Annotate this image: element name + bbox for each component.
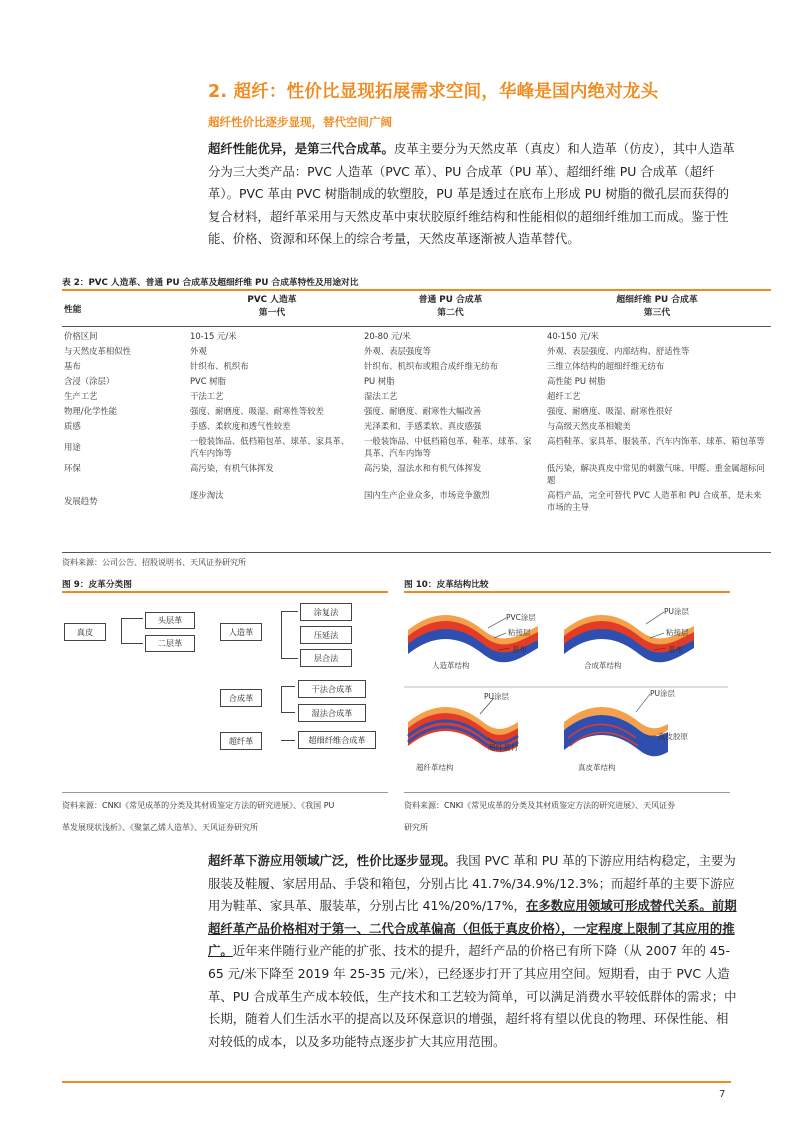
table-cell: 一般装饰品、低档箱包革、球革、家具革、汽车内饰等 — [190, 436, 350, 458]
table-cell: 外观、表层强度等 — [364, 346, 431, 356]
header-pvc-gen: 第一代 — [258, 307, 286, 318]
table-cell: 干法工艺 — [190, 391, 224, 401]
table-cell: 高性能 PU 树脂 — [547, 376, 606, 386]
fig10-bottom-rule — [404, 792, 730, 793]
app-text-2: 近年来伴随行业产能的扩张、技术的提升，超纤产品的价格已有所下降（从 2007 年的 45-65 元/米下降至 2019 年 25-35 元/米），已经逐步打开了其应用空间。短期看，由于 PVC 人造革、PU 合成革生产成本较低，生产技术和工艺较为简单，可以满足消费水平较低群体的需求；中长期，随着人们生活水平的提高以及环保意识的增强，超纤将有望以优良的物理、环保性能、相对较低的成本，以及多功能特点逐步扩大其应用范围。 — [208, 943, 737, 1049]
node-split-leather: 二层革 — [145, 635, 195, 652]
p2-label-0: PU涂层 — [664, 607, 690, 616]
p1-label-0: PVC涂层 — [506, 613, 536, 622]
row-label: 与天然皮革相似性 — [64, 346, 131, 356]
subsection-title: 超纤性价比逐步显现，替代空间广阔 — [208, 115, 392, 129]
fig9-bottom-rule — [62, 792, 388, 793]
brace-synthetic-bottom — [281, 712, 295, 713]
header-microfiber — [541, 294, 771, 327]
table-cell: 国内生产企业众多，市场竞争激烈 — [364, 490, 490, 500]
table-caption: 表 2：PVC 人造革、普通 PU 合成革及超细纤维 PU 合成革特性及用途对比 — [62, 278, 359, 288]
table-cell: 40-150 元/米 — [547, 331, 599, 341]
p2-title: 合成革结构 — [584, 661, 622, 670]
row-label: 价格区间 — [64, 331, 98, 341]
table-cell: 湿法工艺 — [364, 391, 398, 401]
header-pu — [358, 294, 541, 327]
intro-text: 皮革主要分为天然皮革（真皮）和人造革（仿皮），其中人造革分为三大类产品：PVC 人造革（PVC 革）、PU 合成革（PU 革）、超细纤维 PU 合成革（超纤革）。PVC 革由 PVC 树脂制成的软塑胶，PU 革是透过在底布上形成 PU 树脂的微孔层而获得的复合材料，超纤革采用与天然皮革中束状胶原纤维结构和性能相似的超细纤维加工而成。鉴于性能、价格、资源和环保上的综合考量，天然皮革逐渐被人造革替代。 — [208, 141, 735, 247]
brace-artificial-bottom — [281, 658, 298, 659]
table-cell: 光泽柔和、手感柔软、真皮感强 — [364, 421, 482, 431]
fig10-top-rule — [404, 591, 730, 593]
row-label: 物理/化学性能 — [64, 406, 118, 416]
panel-synthetic-leather — [564, 606, 694, 670]
node-coating: 涂复法 — [300, 603, 352, 621]
table-cell: 外观、表层强度、内部结构、舒适性等 — [547, 346, 690, 356]
header-pvc — [184, 294, 358, 327]
p4-label-1: 真皮胶原 — [658, 732, 688, 741]
page-number: 7 — [719, 1089, 726, 1100]
node-dry-process: 干法合成革 — [298, 680, 366, 698]
row-label: 含浸（涂层） — [64, 376, 115, 386]
node-lamination: 层合法 — [300, 649, 352, 667]
comparison-table — [62, 294, 771, 516]
fig9-top-rule — [62, 591, 388, 593]
node-genuine-leather: 真皮 — [64, 623, 106, 641]
node-calendering: 压延法 — [300, 626, 352, 644]
table-cell: 强度、耐磨度、吸湿、耐寒性等较差 — [190, 406, 324, 416]
brace-artificial — [281, 611, 282, 659]
fig9-caption: 图 9：皮革分类图 — [62, 580, 132, 590]
panel-genuine-leather — [564, 688, 688, 772]
node-wet-process: 湿法合成革 — [298, 704, 366, 722]
table-row — [62, 360, 771, 375]
table-cell: 高污染，湿法水和有机气体挥发 — [364, 463, 482, 473]
p4-title: 真皮革结构 — [578, 763, 616, 772]
header-performance: 性能 — [64, 304, 82, 315]
p2-label-2: 基布 — [668, 645, 683, 654]
p2-label-1: 粘接层 — [666, 628, 689, 637]
node-artificial-leather: 人造革 — [220, 623, 262, 641]
p1-label-2: 基布 — [512, 645, 527, 654]
app-text-1: 我国 PVC 革和 PU 革的下游应用结构稳定，主要为服装及鞋履、家居用品、手袋和箱包，分别占比 41.7%/34.9%/12.3%；而超纤革的主要下游应用为鞋革、家具革、服装革，分别占比 41%/20%/17%， — [208, 853, 736, 914]
fig9-source-2: 革发展现状浅析》、《聚氯乙烯人造革》、天风证券研究所 — [62, 823, 258, 832]
table-cell: 针织布、机织布或粗合成纤维无纺布 — [364, 361, 498, 371]
brace-genuine-bottom — [121, 643, 143, 644]
leather-structure-figure — [398, 596, 734, 790]
panel-microfiber-leather — [408, 691, 518, 772]
intro-bold: 超纤性能优异，是第三代合成革。 — [208, 141, 394, 156]
table-row — [62, 390, 771, 405]
table-row — [62, 420, 771, 435]
table-cell: 手感、柔软度和透气性较差 — [190, 421, 291, 431]
header-pvc-name: PVC 人造革 — [247, 295, 297, 305]
node-top-grain: 头层革 — [145, 612, 195, 629]
table-cell: PU 树脂 — [364, 376, 395, 386]
table-cell: 高污染，有机气体挥发 — [190, 463, 274, 473]
table-header-row — [62, 294, 771, 327]
table-cell: 超纤工艺 — [547, 391, 581, 401]
node-microfiber-leather: 超纤革 — [220, 732, 262, 750]
table-row — [62, 435, 771, 462]
table-cell: 强度、耐磨度、耐寒性大幅改善 — [364, 406, 482, 416]
header-microfiber-gen: 第三代 — [643, 307, 671, 318]
table-top-rule — [62, 289, 771, 291]
row-label: 发展趋势 — [64, 496, 98, 506]
brace-genuine-top — [121, 618, 143, 619]
fig9-source-1: 资料来源：CNKI《常见成革的分类及其材质鉴定方法的研究进展》、《我国 PU — [62, 801, 335, 810]
application-paragraph — [208, 850, 740, 1053]
header-pu-gen: 第二代 — [437, 307, 464, 318]
fig10-caption: 图 10：皮革结构比较 — [404, 580, 489, 590]
table-cell: 高档产品，完全可替代 PVC 人造革和 PU 合成革，是未来市场的主导 — [547, 490, 762, 512]
p1-label-1: 粘接层 — [508, 628, 531, 637]
brace-genuine — [121, 618, 122, 644]
header-pu-name: 普通 PU 合成革 — [418, 295, 483, 305]
table-row — [62, 345, 771, 360]
row-label: 环保 — [64, 463, 81, 473]
table-cell: 高档鞋革、家具革、服装革、汽车内饰革、球革、箱包革等 — [547, 436, 765, 446]
table-cell: 针织布、机织布 — [190, 361, 249, 371]
p3-title: 超纤革结构 — [416, 763, 454, 772]
table-cell: 低污染，解决真皮中常见的刺激气味、甲醛、重金属超标问题 — [547, 463, 765, 485]
table-row — [62, 327, 771, 346]
fig10-source-1: 资料来源：CNKI《常见成革的分类及其材质鉴定方法的研究进展》、天风证券 — [404, 801, 676, 810]
intro-paragraph — [208, 138, 740, 251]
node-synthetic-leather: 合成革 — [220, 689, 262, 707]
table-cell: 逐步淘汰 — [190, 490, 224, 500]
p1-title: 人造革结构 — [432, 661, 470, 670]
table-row — [62, 462, 771, 489]
brace-synthetic-top — [281, 686, 295, 687]
p4-label-0: PU涂层 — [650, 689, 676, 698]
p3-label-0: PU涂层 — [484, 692, 510, 701]
node-microfiber-synthetic: 超细纤维合成革 — [298, 731, 376, 749]
row-label: 用途 — [64, 442, 81, 452]
table-row — [62, 405, 771, 420]
section-title: 2. 超纤：性价比显现拓展需求空间，华峰是国内绝对龙头 — [208, 82, 659, 102]
table-cell: PVC 树脂 — [190, 376, 227, 386]
table-cell: 与高级天然皮革相媲美 — [547, 421, 631, 431]
brace-artificial-top — [281, 611, 298, 612]
link-microfiber — [281, 740, 295, 741]
app-bold: 超纤革下游应用领域广泛，性价比逐步显现。 — [208, 853, 456, 868]
table-cell: 外观 — [190, 346, 207, 356]
table-bottom-rule — [62, 552, 771, 553]
row-label: 基布 — [64, 361, 81, 371]
table-cell: 强度、耐磨度、吸湿、耐寒性很好 — [547, 406, 673, 416]
row-label: 生产工艺 — [64, 391, 98, 401]
table-cell: 10-15 元/米 — [190, 331, 237, 341]
table-source: 资料来源：公司公告、招股说明书、天风证券研究所 — [62, 558, 246, 567]
footer-rule — [62, 1081, 731, 1083]
panel-artificial-leather — [408, 612, 538, 670]
brace-synthetic — [281, 686, 282, 713]
fig10-source-2: 研究所 — [404, 823, 428, 832]
table-row — [62, 375, 771, 390]
table-row — [62, 489, 771, 516]
header-microfiber-name: 超细纤维 PU 合成革 — [616, 295, 698, 305]
table-cell: 20-80 元/米 — [364, 331, 411, 341]
table-cell: 三维立体结构的超细纤维无纺布 — [547, 361, 665, 371]
table-cell: 一般装饰品、中低档箱包革、鞋革、球革、家具革、汽车内饰等 — [364, 436, 532, 458]
p3-label-1: 超纤基材 — [488, 743, 518, 752]
app-underlined: 在多数应用领域可形成替代关系。前期超纤革产品价格相对于第一、二代合成革偏高（但低于真皮价格），一定程度上限制了其应用的推广。 — [208, 898, 737, 959]
row-label: 质感 — [64, 421, 81, 431]
